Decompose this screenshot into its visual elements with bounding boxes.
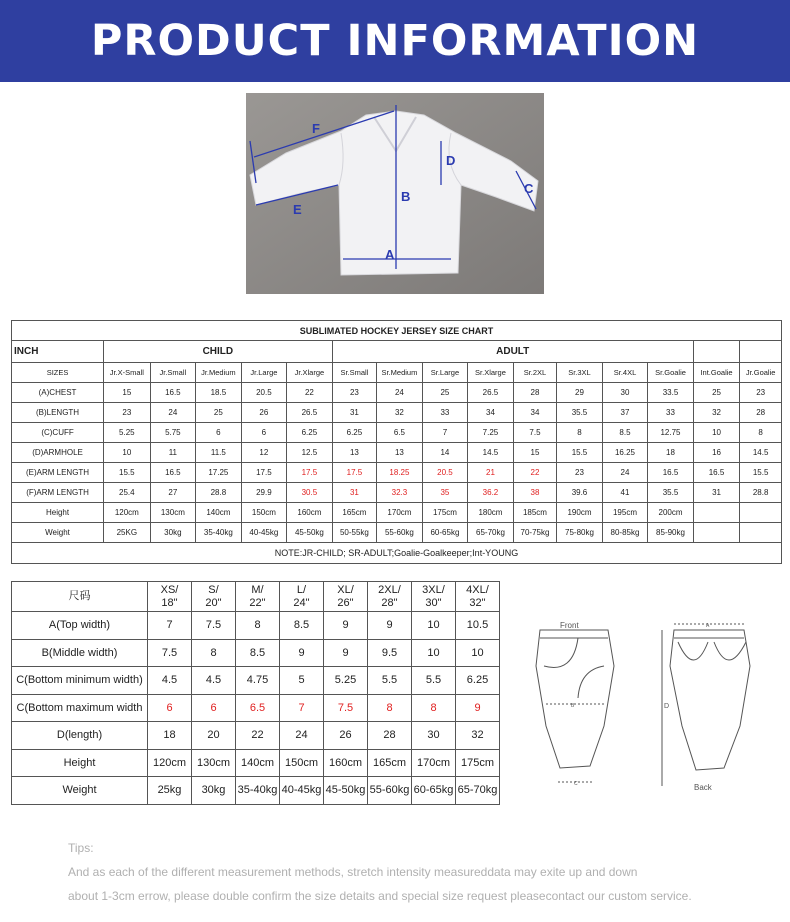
tips-line-1: And as each of the different measurement methods, stretch intensity measureddata may exite up and down (68, 865, 638, 879)
pants-size-row (12, 582, 500, 612)
table-cell: 12.75 (648, 423, 694, 443)
unit-label: INCH (12, 341, 104, 363)
table-cell: 26 (324, 722, 368, 750)
table-cell: 15 (104, 383, 151, 403)
table-cell: 85-90kg (648, 523, 694, 543)
table-cell: 34 (513, 403, 557, 423)
table-cell: 14.5 (468, 443, 514, 463)
table-cell: 16 (693, 443, 740, 463)
row-label: (E)ARM LENGTH (12, 463, 104, 483)
table-cell: 28 (368, 722, 412, 750)
table-cell: 5.5 (368, 667, 412, 695)
pants-size-header (236, 582, 280, 612)
table-cell: 7.5 (192, 612, 236, 640)
table-cell: 11 (150, 443, 196, 463)
table-cell: 16.5 (693, 463, 740, 483)
table-cell (693, 523, 740, 543)
tips-line-2: about 1-3cm errow, please double confirm the size detaits and special size request pleasecontact our custom service. (68, 889, 692, 903)
label-c-pants: C (574, 781, 578, 787)
table-cell: 26.5 (468, 383, 514, 403)
table-cell: 8.5 (602, 423, 648, 443)
table-cell: 25 (196, 403, 242, 423)
table-cell: 180cm (468, 503, 514, 523)
size-header: Jr.Medium (196, 363, 242, 383)
table-cell: 36.2 (468, 483, 514, 503)
table-cell: 31 (693, 483, 740, 503)
table-cell: 65-70kg (456, 777, 500, 805)
size-header: Sr.Small (332, 363, 377, 383)
table-row (12, 403, 782, 423)
table-row (12, 423, 782, 443)
row-label: B(Middle width) (12, 639, 148, 667)
table-cell: 35-40kg (236, 777, 280, 805)
table-cell: 37 (602, 403, 648, 423)
table-cell: 7.5 (324, 694, 368, 722)
table-cell: 25 (422, 383, 468, 403)
size-waist: 22" (249, 596, 266, 609)
table-cell: 8 (740, 423, 782, 443)
table-cell: 55-60kg (377, 523, 423, 543)
table-cell: 33.5 (648, 383, 694, 403)
table-cell: 23 (740, 383, 782, 403)
table-cell: 60-65kg (412, 777, 456, 805)
table-cell: 17.5 (287, 463, 333, 483)
size-code: 3XL/ (422, 583, 445, 596)
banner-title: PRODUCT INFORMATION (90, 16, 700, 66)
chart-note: NOTE:JR-CHILD; SR-ADULT;Goalie-Goalkeeper;Int-YOUNG (12, 543, 782, 564)
pants-size-header (412, 582, 456, 612)
table-cell: 120cm (104, 503, 151, 523)
table-cell: 26 (241, 403, 287, 423)
table-cell: 8 (368, 694, 412, 722)
table-cell: 28 (513, 383, 557, 403)
label-e: E (293, 202, 302, 217)
size-code: XL/ (337, 583, 354, 596)
table-cell: 25KG (104, 523, 151, 543)
size-waist: 32" (469, 596, 486, 609)
table-cell: 160cm (324, 749, 368, 777)
table-cell (693, 503, 740, 523)
table-cell: 23 (557, 463, 603, 483)
table-cell: 16.25 (602, 443, 648, 463)
table-cell: 5.25 (324, 667, 368, 695)
row-label: C(Bottom minimum width) (12, 667, 148, 695)
jersey-illustration (246, 93, 544, 294)
table-cell: 39.6 (557, 483, 603, 503)
row-label: A(Top width) (12, 612, 148, 640)
size-code: 2XL/ (378, 583, 401, 596)
table-row (12, 722, 500, 750)
row-label: Height (12, 749, 148, 777)
table-cell: 6 (192, 694, 236, 722)
table-cell: 12.5 (287, 443, 333, 463)
table-cell: 8.5 (280, 612, 324, 640)
table-cell: 55-60kg (368, 777, 412, 805)
table-row (12, 463, 782, 483)
pants-size-header (148, 582, 192, 612)
table-cell: 7 (422, 423, 468, 443)
size-waist: 20" (205, 596, 222, 609)
table-cell (740, 523, 782, 543)
table-cell: 32.3 (377, 483, 423, 503)
table-cell: 5.75 (150, 423, 196, 443)
table-cell: 7.5 (513, 423, 557, 443)
table-cell: 190cm (557, 503, 603, 523)
table-cell: 10 (104, 443, 151, 463)
table-cell: 35-40kg (196, 523, 242, 543)
table-cell: 28.8 (740, 483, 782, 503)
table-cell: 20.5 (241, 383, 287, 403)
table-cell: 65-70kg (468, 523, 514, 543)
label-c: C (524, 181, 534, 196)
product-information-banner (0, 0, 790, 82)
table-cell: 24 (602, 463, 648, 483)
table-cell: 24 (280, 722, 324, 750)
table-row (12, 383, 782, 403)
table-cell: 33 (648, 403, 694, 423)
row-label: Weight (12, 523, 104, 543)
table-cell: 150cm (280, 749, 324, 777)
table-cell: 170cm (377, 503, 423, 523)
table-cell: 35.5 (557, 403, 603, 423)
table-cell: 22 (513, 463, 557, 483)
jersey-size-chart (11, 320, 782, 564)
table-cell: 24 (377, 383, 423, 403)
table-cell: 9 (368, 612, 412, 640)
size-header: Int.Goalie (693, 363, 740, 383)
table-cell: 7 (280, 694, 324, 722)
table-cell: 10 (693, 423, 740, 443)
table-cell: 16.5 (150, 463, 196, 483)
size-waist: 26" (337, 596, 354, 609)
table-cell: 8 (412, 694, 456, 722)
table-cell: 30.5 (287, 483, 333, 503)
table-row (12, 483, 782, 503)
table-cell: 6 (241, 423, 287, 443)
table-cell: 15.5 (557, 443, 603, 463)
size-header: Jr.Goalie (740, 363, 782, 383)
pants-size-chart (11, 581, 500, 805)
table-cell: 22 (287, 383, 333, 403)
table-cell: 11.5 (196, 443, 242, 463)
table-cell: 29 (557, 383, 603, 403)
table-cell: 10.5 (456, 612, 500, 640)
size-header: Jr.Small (150, 363, 196, 383)
table-cell: 17.25 (196, 463, 242, 483)
table-cell: 195cm (602, 503, 648, 523)
size-code: 4XL/ (466, 583, 489, 596)
table-cell: 29.9 (241, 483, 287, 503)
table-cell: 32 (456, 722, 500, 750)
table-cell: 185cm (513, 503, 557, 523)
size-code: XS/ (160, 583, 179, 596)
table-cell: 17.5 (241, 463, 287, 483)
size-waist: 30" (425, 596, 442, 609)
table-cell: 8 (236, 612, 280, 640)
table-cell: 32 (693, 403, 740, 423)
table-cell: 140cm (196, 503, 242, 523)
table-cell: 6.5 (236, 694, 280, 722)
table-cell: 20.5 (422, 463, 468, 483)
table-cell: 25kg (148, 777, 192, 805)
table-cell: 6.5 (377, 423, 423, 443)
table-cell: 8 (192, 639, 236, 667)
table-cell: 7.25 (468, 423, 514, 443)
table-cell: 25 (693, 383, 740, 403)
table-cell: 28 (740, 403, 782, 423)
table-cell: 7 (148, 612, 192, 640)
label-d-pants: D (664, 703, 670, 710)
front-label: Front (560, 621, 579, 630)
table-row (12, 503, 782, 523)
table-row (12, 523, 782, 543)
table-cell: 16.5 (150, 383, 196, 403)
pants-size-header (324, 582, 368, 612)
group-empty (693, 341, 740, 363)
table-cell: 26.5 (287, 403, 333, 423)
jersey-measurement-photo (246, 93, 544, 294)
pants-size-header (280, 582, 324, 612)
table-cell: 9 (324, 639, 368, 667)
row-label: (D)ARMHOLE (12, 443, 104, 463)
size-header-label: 尺码 (12, 582, 148, 612)
table-cell: 10 (412, 612, 456, 640)
table-cell: 28.8 (196, 483, 242, 503)
table-row (12, 749, 500, 777)
back-label: Back (694, 783, 712, 792)
table-cell: 31 (332, 483, 377, 503)
size-code: L/ (296, 583, 307, 596)
size-waist: 28" (381, 596, 398, 609)
table-row (12, 612, 500, 640)
group-adult: ADULT (332, 341, 693, 363)
label-a: A (385, 247, 395, 262)
table-cell: 13 (377, 443, 423, 463)
table-cell: 45-50kg (287, 523, 333, 543)
sizes-label: SIZES (12, 363, 104, 383)
table-cell: 6 (196, 423, 242, 443)
table-cell: 10 (412, 639, 456, 667)
label-b: B (401, 189, 411, 204)
table-cell: 5 (280, 667, 324, 695)
table-cell: 30kg (150, 523, 196, 543)
pants-illustration (518, 618, 783, 798)
table-cell: 15 (513, 443, 557, 463)
size-header: Sr.2XL (513, 363, 557, 383)
table-cell: 21 (468, 463, 514, 483)
table-cell: 150cm (241, 503, 287, 523)
table-cell: 45-50kg (324, 777, 368, 805)
size-waist: 18" (161, 596, 178, 609)
table-cell: 6.25 (332, 423, 377, 443)
table-cell (740, 503, 782, 523)
table-cell: 6 (148, 694, 192, 722)
table-cell: 75-80kg (557, 523, 603, 543)
sizes-row (12, 363, 782, 383)
row-label: (B)LENGTH (12, 403, 104, 423)
table-cell: 12 (241, 443, 287, 463)
table-cell: 23 (332, 383, 377, 403)
chart-title: SUBLIMATED HOCKEY JERSEY SIZE CHART (12, 321, 782, 341)
row-label: (C)CUFF (12, 423, 104, 443)
table-cell: 18 (648, 443, 694, 463)
pants-size-header (456, 582, 500, 612)
size-header: Jr.Xlarge (287, 363, 333, 383)
pants-size-header (192, 582, 236, 612)
table-cell: 80-85kg (602, 523, 648, 543)
table-cell: 70-75kg (513, 523, 557, 543)
table-cell: 35 (422, 483, 468, 503)
table-cell: 165cm (368, 749, 412, 777)
size-header: Sr.Xlarge (468, 363, 514, 383)
label-b-pants: B (571, 703, 575, 709)
tips-heading: Tips: (68, 841, 94, 855)
table-cell: 60-65kg (422, 523, 468, 543)
table-cell: 5.5 (412, 667, 456, 695)
table-cell: 20 (192, 722, 236, 750)
size-header: Jr.X-Small (104, 363, 151, 383)
row-label: C(Bottom maximum width (12, 694, 148, 722)
table-cell: 130cm (150, 503, 196, 523)
table-cell: 23 (104, 403, 151, 423)
size-header: Sr.4XL (602, 363, 648, 383)
table-cell: 140cm (236, 749, 280, 777)
table-cell: 38 (513, 483, 557, 503)
table-cell: 8 (557, 423, 603, 443)
row-label: (F)ARM LENGTH (12, 483, 104, 503)
table-cell: 18 (148, 722, 192, 750)
table-cell: 13 (332, 443, 377, 463)
row-label: Height (12, 503, 104, 523)
table-cell: 40-45kg (280, 777, 324, 805)
table-cell: 27 (150, 483, 196, 503)
table-cell: 30 (602, 383, 648, 403)
table-cell: 15.5 (104, 463, 151, 483)
table-cell: 4.75 (236, 667, 280, 695)
table-cell: 14 (422, 443, 468, 463)
pants-diagram (518, 618, 783, 798)
table-cell: 4.5 (192, 667, 236, 695)
table-cell: 15.5 (740, 463, 782, 483)
table-cell: 18.25 (377, 463, 423, 483)
table-cell: 175cm (422, 503, 468, 523)
table-cell: 175cm (456, 749, 500, 777)
table-cell: 130cm (192, 749, 236, 777)
table-cell: 50-55kg (332, 523, 377, 543)
table-cell: 31 (332, 403, 377, 423)
table-cell: 33 (422, 403, 468, 423)
table-cell: 35.5 (648, 483, 694, 503)
table-cell: 17.5 (332, 463, 377, 483)
label-d: D (446, 153, 456, 168)
size-header: Sr.3XL (557, 363, 603, 383)
table-row (12, 694, 500, 722)
tips-section (68, 836, 692, 908)
table-row (12, 667, 500, 695)
table-cell: 41 (602, 483, 648, 503)
table-cell: 40-45kg (241, 523, 287, 543)
size-code: M/ (251, 583, 264, 596)
table-cell: 34 (468, 403, 514, 423)
table-row (12, 639, 500, 667)
table-cell: 16.5 (648, 463, 694, 483)
table-cell: 9 (280, 639, 324, 667)
table-cell: 10 (456, 639, 500, 667)
table-cell: 4.5 (148, 667, 192, 695)
table-cell: 170cm (412, 749, 456, 777)
table-cell: 18.5 (196, 383, 242, 403)
table-cell: 22 (236, 722, 280, 750)
size-header: Jr.Large (241, 363, 287, 383)
row-label: Weight (12, 777, 148, 805)
table-cell: 30 (412, 722, 456, 750)
row-label: (A)CHEST (12, 383, 104, 403)
size-waist: 24" (293, 596, 310, 609)
row-label: D(length) (12, 722, 148, 750)
table-cell: 7.5 (148, 639, 192, 667)
table-cell: 30kg (192, 777, 236, 805)
table-cell: 8.5 (236, 639, 280, 667)
table-cell: 9 (456, 694, 500, 722)
size-header: Sr.Large (422, 363, 468, 383)
pants-size-header (368, 582, 412, 612)
table-cell: 6.25 (287, 423, 333, 443)
size-header: Sr.Medium (377, 363, 423, 383)
table-row (12, 777, 500, 805)
table-cell: 32 (377, 403, 423, 423)
table-cell: 25.4 (104, 483, 151, 503)
table-cell: 5.25 (104, 423, 151, 443)
group-child: CHILD (104, 341, 333, 363)
table-row (12, 443, 782, 463)
label-f: F (312, 121, 320, 136)
table-cell: 120cm (148, 749, 192, 777)
table-cell: 160cm (287, 503, 333, 523)
size-code: S/ (208, 583, 219, 596)
table-cell: 24 (150, 403, 196, 423)
label-a-pants: A (706, 623, 710, 629)
size-header: Sr.Goalie (648, 363, 694, 383)
table-cell: 6.25 (456, 667, 500, 695)
group-empty (740, 341, 782, 363)
table-cell: 165cm (332, 503, 377, 523)
table-cell: 200cm (648, 503, 694, 523)
table-cell: 9.5 (368, 639, 412, 667)
table-cell: 9 (324, 612, 368, 640)
table-cell: 14.5 (740, 443, 782, 463)
